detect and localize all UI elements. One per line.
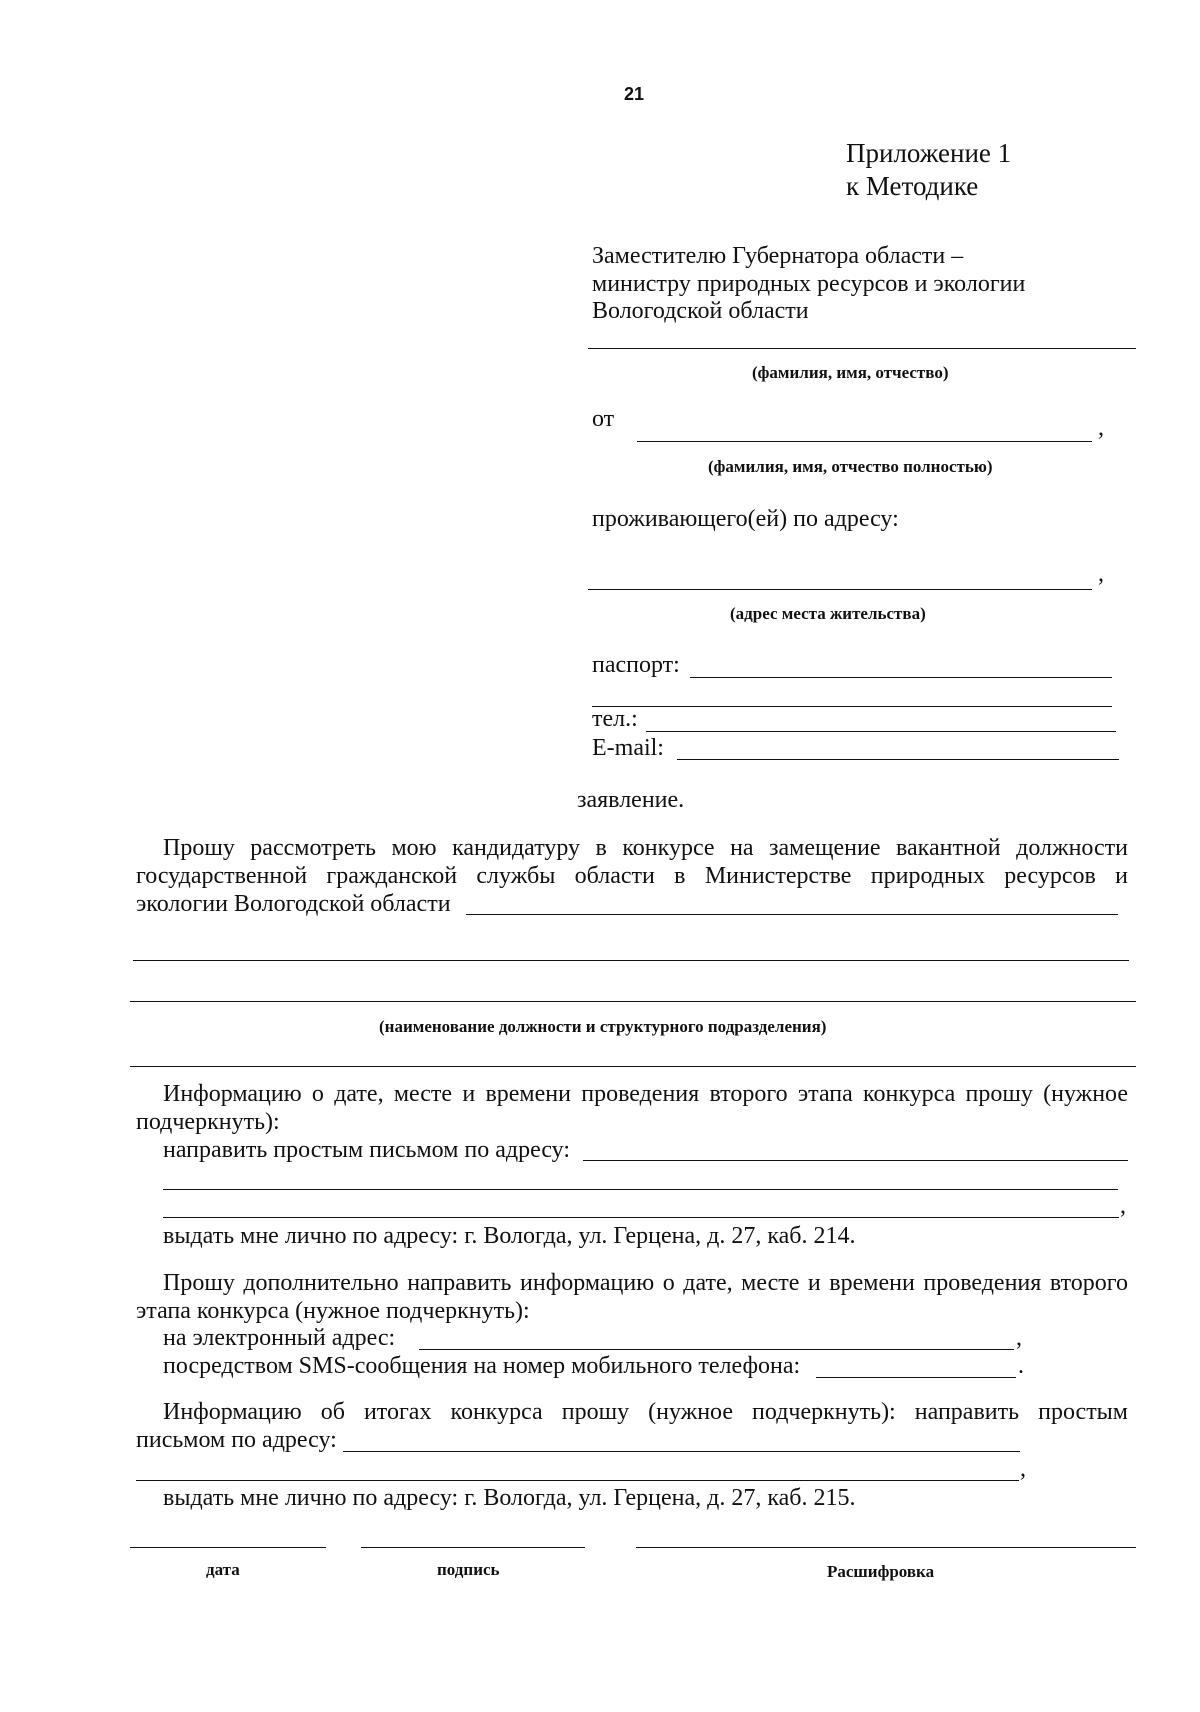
paragraph-4-line-1: Информацию об итогах конкурса прошу (нужное подчеркнуть): направить простым (163, 1399, 1128, 1425)
passport-label: паспорт: (592, 652, 680, 678)
decoding-line (636, 1547, 1136, 1548)
addressee-line-2: министру природных ресурсов и экологии (592, 271, 1026, 297)
paragraph-1-line-3: экологии Вологодской области (136, 891, 451, 917)
position-line-3 (130, 1001, 1136, 1002)
email-label: E-mail: (592, 735, 664, 761)
from-comma: , (1098, 415, 1104, 441)
date-line (130, 1547, 326, 1548)
caption-fio: (фамилия, имя, отчество) (752, 363, 949, 382)
page-number: 21 (624, 84, 645, 104)
phone-line (646, 731, 1116, 732)
results-address-line-2 (136, 1480, 1019, 1481)
paragraph-3-line-1: Прошу дополнительно направить информацию о дате, месте и времени проведения второго (163, 1270, 1128, 1296)
paragraph-1-line-2: государственной гражданской службы области в Министерстве природных ресурсов и (136, 863, 1128, 889)
addressee-fio-line (588, 348, 1136, 349)
address-comma: , (1098, 561, 1104, 587)
personal-option-215: выдать мне лично по адресу: г. Вологда, ул. Герцена, д. 27, каб. 215. (163, 1485, 856, 1511)
date-caption: дата (206, 1560, 240, 1579)
mail-address-line-1 (583, 1160, 1128, 1161)
results-address-comma: , (1020, 1456, 1026, 1482)
caption-position: (наименование должности и структурного подразделения) (379, 1017, 827, 1036)
passport-line-2 (592, 706, 1112, 707)
paragraph-1-line-1: Прошу рассмотреть мою кандидатуру в конкурсе на замещение вакантной должности (163, 835, 1128, 861)
email-option-comma: , (1016, 1325, 1022, 1351)
sms-option-period: . (1018, 1353, 1024, 1379)
caption-address: (адрес места жительства) (730, 604, 926, 623)
paragraph-4-line-2: письмом по адресу: (136, 1427, 337, 1453)
decoding-caption: Расшифровка (827, 1562, 935, 1581)
addressee-line-3: Вологодской области (592, 298, 809, 324)
addressee-line-1: Заместителю Губернатора области – (592, 243, 964, 269)
mail-option: направить простым письмом по адресу: (163, 1137, 571, 1163)
paragraph-2-line-2: подчеркнуть): (136, 1109, 280, 1135)
appendix-line-2: к Методике (846, 171, 979, 201)
passport-line-1 (690, 677, 1112, 678)
sms-option: посредством SMS-сообщения на номер мобильного телефона: (163, 1353, 801, 1379)
from-label: от (592, 406, 615, 432)
results-address-line-1 (343, 1451, 1020, 1452)
sms-option-line (816, 1377, 1016, 1378)
mail-address-comma: , (1120, 1193, 1126, 1219)
caption-fio-full: (фамилия, имя, отчество полностью) (708, 457, 993, 476)
address-line (588, 589, 1092, 590)
residing-label: проживающего(ей) по адресу: (592, 506, 899, 532)
email-option: на электронный адрес: (163, 1325, 396, 1351)
phone-label: тел.: (592, 706, 638, 732)
signature-caption: подпись (437, 1560, 500, 1579)
email-line (677, 759, 1119, 760)
applicant-fio-line (637, 441, 1092, 442)
paragraph-2-line-1: Информацию о дате, месте и времени проведения второго этапа конкурса прошу (нужное (163, 1081, 1128, 1107)
position-line-4 (130, 1066, 1136, 1067)
position-line-1 (466, 914, 1118, 915)
email-option-line (419, 1349, 1014, 1350)
personal-option-214: выдать мне лично по адресу: г. Вологда, ул. Герцена, д. 27, каб. 214. (163, 1223, 856, 1249)
document-title: заявление. (577, 787, 685, 813)
mail-address-line-2 (163, 1189, 1118, 1190)
mail-address-line-3 (163, 1217, 1119, 1218)
position-line-2 (133, 960, 1129, 961)
appendix-line-1: Приложение 1 (846, 138, 1012, 168)
paragraph-3-line-2: этапа конкурса (нужное подчеркнуть): (136, 1298, 530, 1324)
signature-line (361, 1547, 585, 1548)
